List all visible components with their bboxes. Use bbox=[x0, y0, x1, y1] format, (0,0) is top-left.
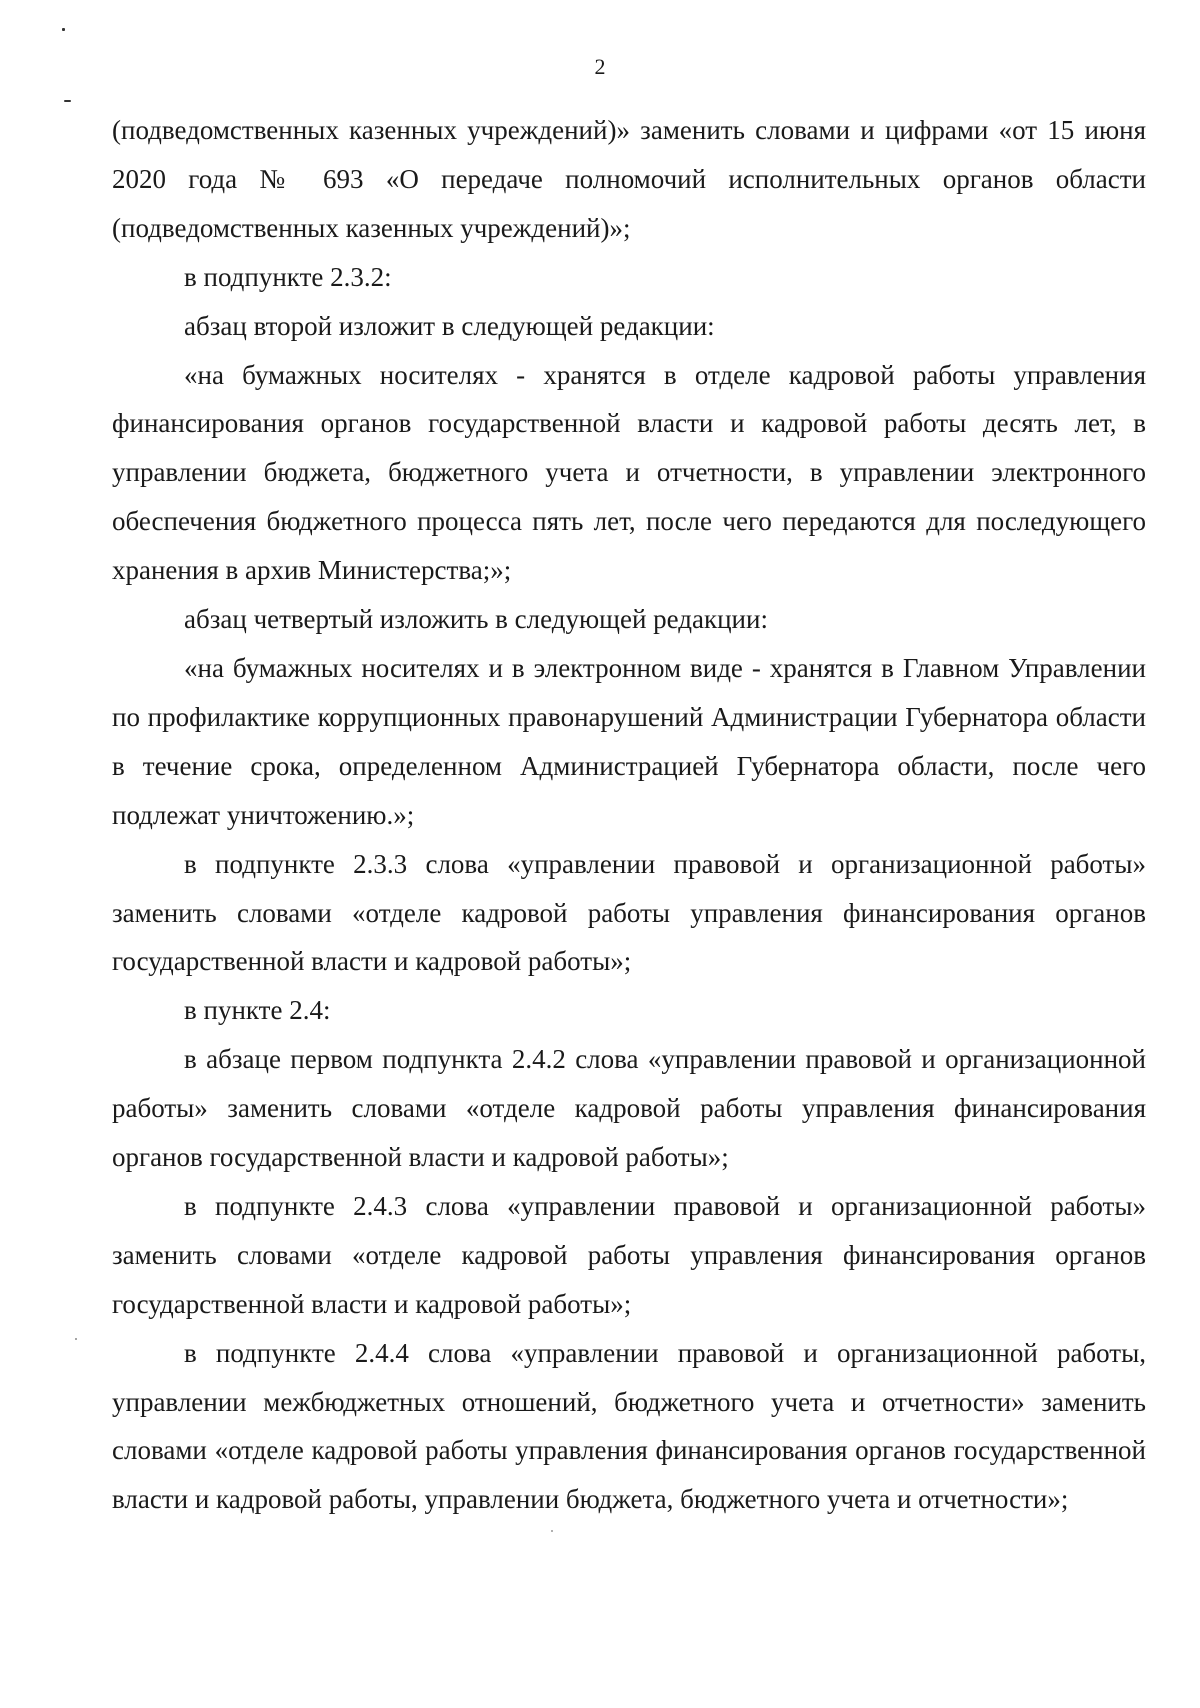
page-number: 2 bbox=[594, 54, 606, 79]
document-body bbox=[112, 106, 1146, 1524]
paragraph-8: в пункте 2.4: bbox=[184, 995, 331, 1026]
paragraph-2: в подпункте 2.3.2: bbox=[184, 261, 392, 292]
paragraph-1: (подведомственных казенных учреждений)» заменить словами и цифрами «от 15 июня 2020 года № 693 «О передаче полномочий исполнительных органов области (подведомственных казенных учреждений)»; bbox=[112, 115, 1146, 243]
paragraph-5: абзац четвертый изложить в следующей редакции: bbox=[184, 604, 768, 635]
paragraph-9: в абзаце первом подпункта 2.4.2 слова «управлении правовой и организационной работы» заменить словами «отделе кадровой работы управления финансирования органов государственной власти и кадровой работы»; bbox=[112, 1044, 1146, 1173]
paragraph-3: абзац второй изложит в следующей редакции: bbox=[184, 310, 715, 341]
paragraph-10: в подпункте 2.4.3 слова «управлении правовой и организационной работы» заменить словами «отделе кадровой работы управления финансирования органов государственной власти и кадровой работы»; bbox=[112, 1190, 1146, 1319]
scan-speck bbox=[64, 100, 71, 102]
paragraph-11: в подпункте 2.4.4 слова «управлении правовой и организационной работы, управлении межбюджетных отношений, бюджетного учета и отчетности» заменить словами «отделе кадровой работы управления финансирования органов государственной власти и кадровой работы, управлении бюджета, бюджетного учета и отчетности»; bbox=[112, 1337, 1146, 1515]
paragraph-6: «на бумажных носителях и в электронном виде - хранятся в Главном Управлении по профилактике коррупционных правонарушений Администрации Губернатора области в течение срока, определенном Администрацией Губернатора области, после чего подлежат уничтожению.»; bbox=[112, 652, 1146, 830]
paragraph-4: «на бумажных носителях - хранятся в отделе кадровой работы управления финансирования органов государственной власти и кадровой работы десять лет, в управлении бюджета, бюджетного учета и отчетности, в управлении электронного обеспечения бюджетного процесса пять лет, после чего передаются для последующего хранения в архив Министерства;»; bbox=[112, 359, 1146, 586]
paragraph-7: в подпункте 2.3.3 слова «управлении правовой и организационной работы» заменить словами «отделе кадровой работы управления финансирования органов государственной власти и кадровой работы»; bbox=[112, 848, 1146, 977]
scan-speck bbox=[551, 1530, 553, 1532]
scan-speck bbox=[75, 1338, 77, 1340]
scan-speck bbox=[62, 28, 65, 31]
